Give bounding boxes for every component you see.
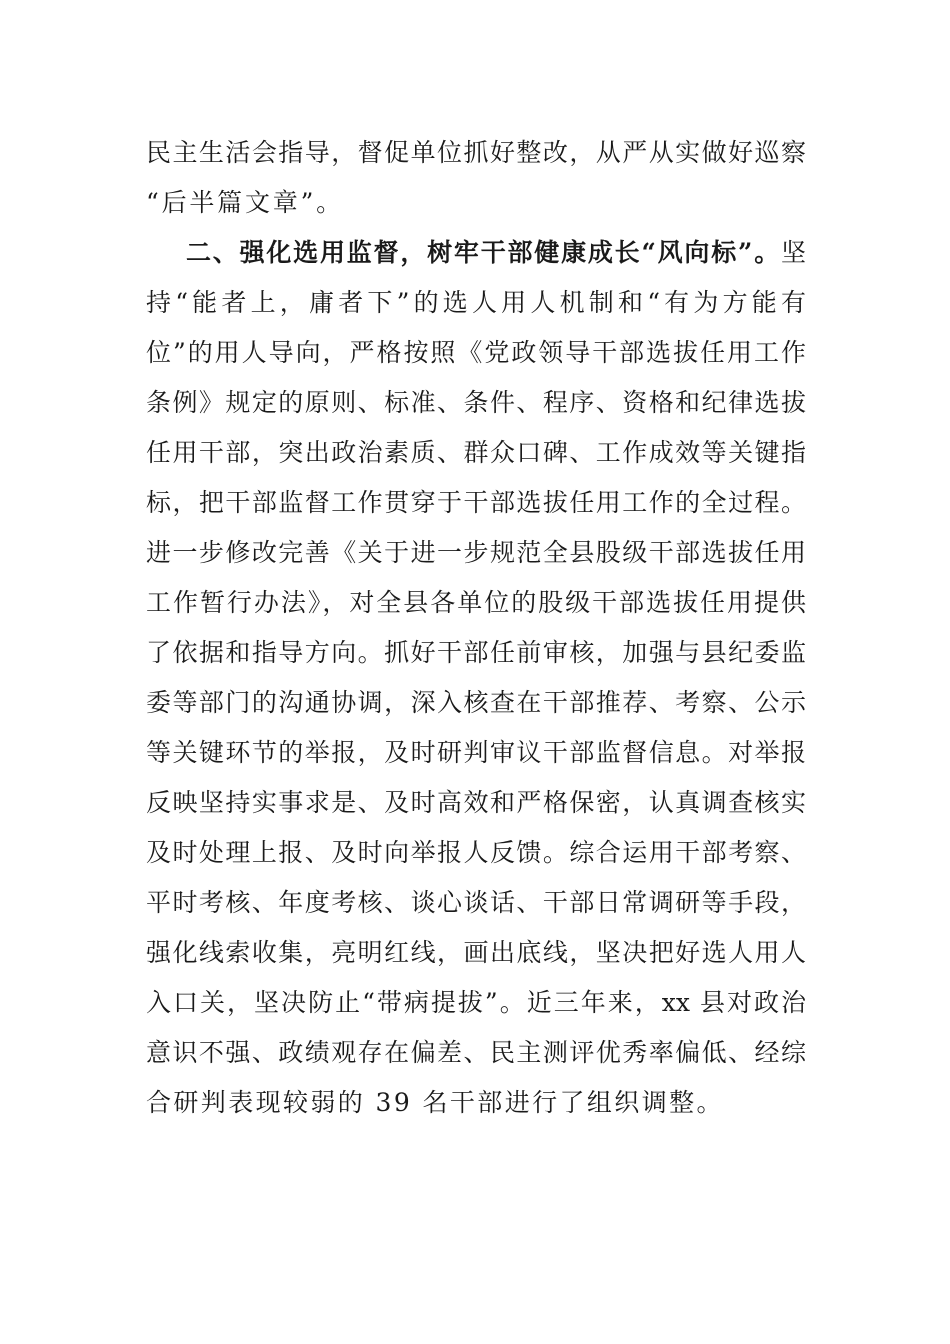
- text-run: 坚: [780, 238, 806, 267]
- text-line: 合研判表现较弱的 39 名干部进行了组织调整。: [146, 1088, 724, 1117]
- text-line: 入口关，坚决防止“带病提拔”。近三年来，xx 县对政治: [146, 988, 806, 1017]
- text-line: 任用干部，突出政治素质、群众口碑、工作成效等关键指: [146, 438, 806, 467]
- section-heading: 二、强化选用监督，树牢干部健康成长“风向标”。: [186, 238, 781, 267]
- section-heading-line: [186, 228, 806, 278]
- text-line: 等关键环节的举报，及时研判审议干部监督信息。对举报: [146, 738, 806, 767]
- text-line: 反映坚持实事求是、及时高效和严格保密，认真调查核实: [146, 788, 806, 817]
- text-line: 平时考核、年度考核、谈心谈话、干部日常调研等手段，: [146, 888, 806, 917]
- text-line: 强化线索收集，亮明红线，画出底线，坚决把好选人用人: [146, 938, 806, 967]
- text-line: 及时处理上报、及时向举报人反馈。综合运用干部考察、: [146, 838, 806, 867]
- text-line: 条例》规定的原则、标准、条件、程序、资格和纪律选拔: [146, 388, 806, 417]
- text-line: 持“能者上，庸者下”的选人用人机制和“有为方能有: [146, 288, 806, 317]
- text-line: 民主生活会指导，督促单位抓好整改，从严从实做好巡察: [146, 138, 806, 167]
- text-line: 标，把干部监督工作贯穿于干部选拔任用工作的全过程。: [146, 488, 806, 517]
- text-line: 了依据和指导方向。抓好干部任前审核，加强与县纪委监: [146, 638, 806, 667]
- text-line: 意识不强、政绩观存在偏差、民主测评优秀率偏低、经综: [146, 1038, 806, 1067]
- text-line: 进一步修改完善《关于进一步规范全县股级干部选拔任用: [146, 538, 806, 567]
- text-line: 工作暂行办法》，对全县各单位的股级干部选拔任用提供: [146, 588, 806, 617]
- text-line: 位”的用人导向，严格按照《党政领导干部选拔任用工作: [146, 338, 806, 367]
- text-line: “后半篇文章”。: [146, 188, 344, 217]
- text-line: 委等部门的沟通协调，深入核查在干部推荐、考察、公示: [146, 688, 806, 717]
